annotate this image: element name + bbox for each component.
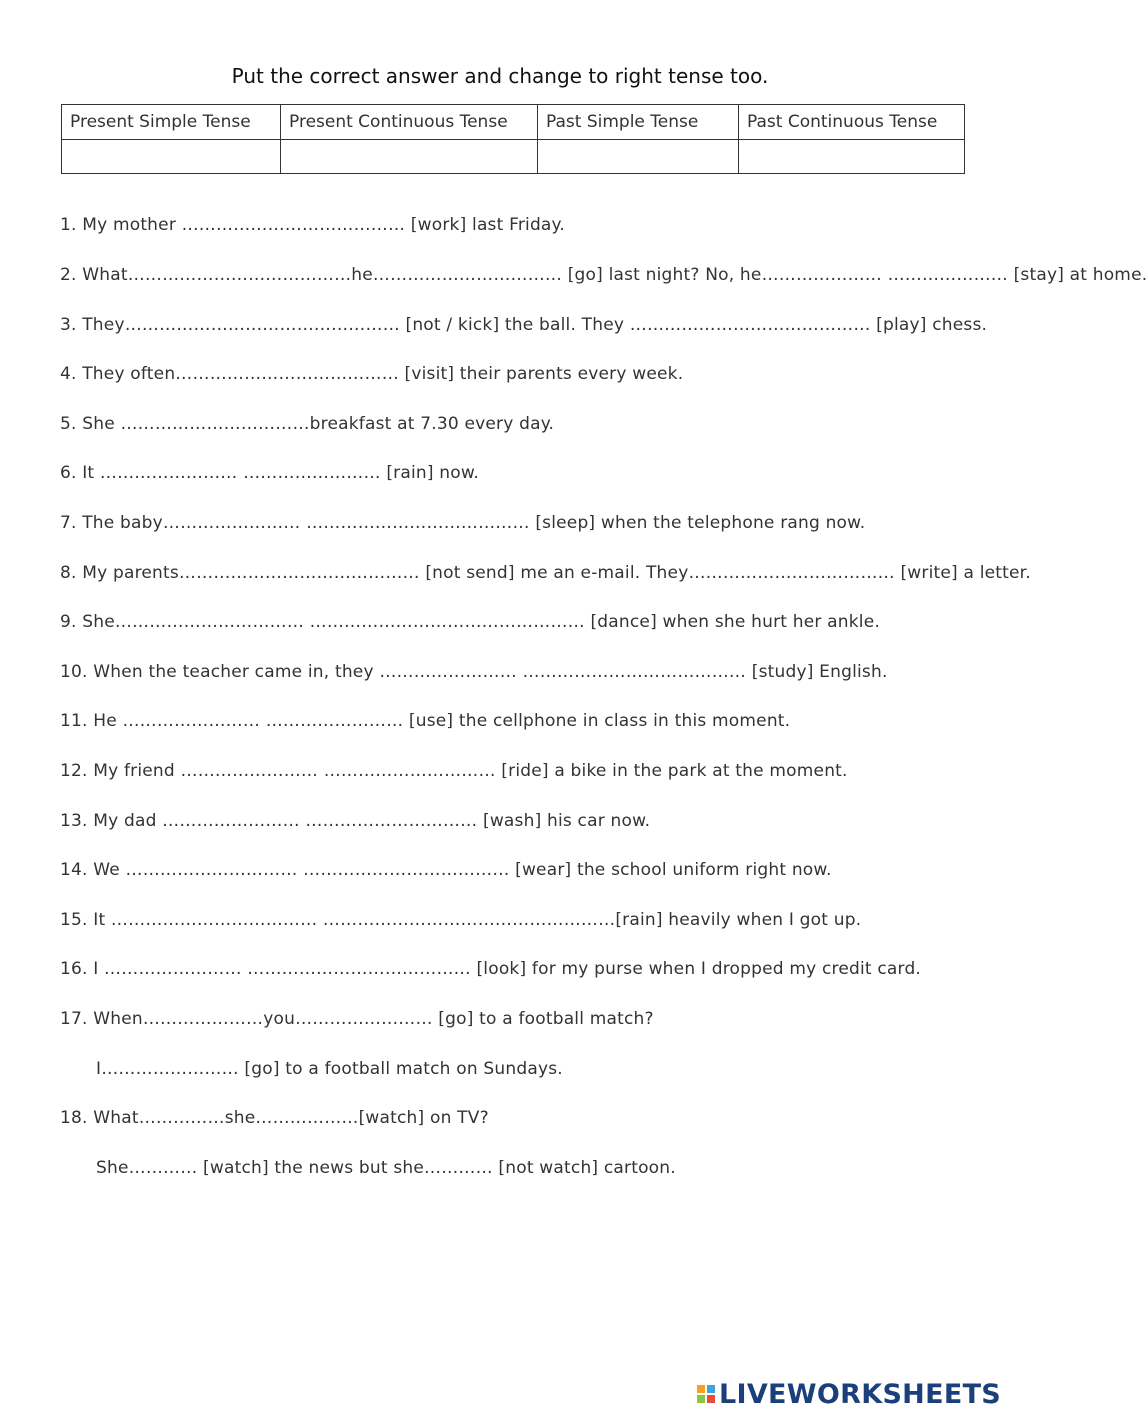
worksheet-title: Put the correct answer and change to right tense too. [231,64,769,88]
question-11: 11. He …………………… …………………… [use] the cellphone in class in this moment. [60,711,791,731]
answer-cell-present-continuous[interactable] [281,140,538,174]
question-1: 1. My mother ………………………………… [work] last Friday. [60,215,565,235]
question-16: 16. I …………………… ………………………………… [look] for my purse when I dropped my credit card. [60,959,922,979]
logo-block [697,1385,705,1393]
question-13: 13. My dad …………………… ………………………… [wash] his car now. [60,811,651,831]
question-3: 3. They………………………………………… [not / kick] the ball. They …………………………………… [play] chess. [60,315,988,335]
logo-text: LIVEWORKSHEETS [719,1378,1002,1410]
logo-block [707,1395,715,1403]
question-10: 10. When the teacher came in, they …………………… ………………………………… [study] English. [60,662,888,682]
logo-blocks-icon [697,1385,715,1403]
logo-block [697,1395,705,1403]
answer-cell-past-simple[interactable] [538,140,739,174]
question-2: 2. What…………………………………he…………………………… [go] last night? No, he………………… ………………… [stay] at home. [60,265,1147,285]
question-4: 4. They often………………………………… [visit] their parents every week. [60,364,684,384]
question-6: 6. It …………………… …………………… [rain] now. [60,463,480,483]
question-7: 7. The baby…………………… ………………………………… [sleep] when the telephone rang now. [60,513,866,533]
logo-block [707,1385,715,1393]
question-17-answer: I…………………… [go] to a football match on Sundays. [96,1059,563,1079]
question-17: 17. When…………………you…………………… [go] to a football match? [60,1009,654,1029]
question-12: 12. My friend …………………… ………………………… [ride] a bike in the park at the moment. [60,761,848,781]
question-9: 9. She…………………………… ………………………………………… [dance] when she hurt her ankle. [60,612,880,632]
liveworksheets-logo[interactable] [697,1378,1001,1410]
answer-cell-present-simple[interactable] [62,140,281,174]
answer-cell-past-continuous[interactable] [739,140,965,174]
question-5: 5. She ……………………………breakfast at 7.30 every day. [60,414,555,434]
header-present-continuous: Present Continuous Tense [281,105,538,140]
tense-table [61,104,965,174]
header-present-simple: Present Simple Tense [62,105,281,140]
tense-table-header-row [62,105,965,140]
question-18: 18. What……………she………………[watch] on TV? [60,1108,489,1128]
question-14: 14. We ………………………… ……………………………… [wear] the school uniform right now. [60,860,832,880]
question-8: 8. My parents…………………………………… [not send] me an e-mail. They……………………………… [write] a letter. [60,563,1031,583]
header-past-continuous: Past Continuous Tense [739,105,965,140]
question-15: 15. It ……………………………… ……………………………………………[rain] heavily when I got up. [60,910,862,930]
question-18-answer: She………… [watch] the news but she………… [not watch] cartoon. [96,1158,676,1178]
header-past-simple: Past Simple Tense [538,105,739,140]
tense-table-answer-row [62,140,965,174]
